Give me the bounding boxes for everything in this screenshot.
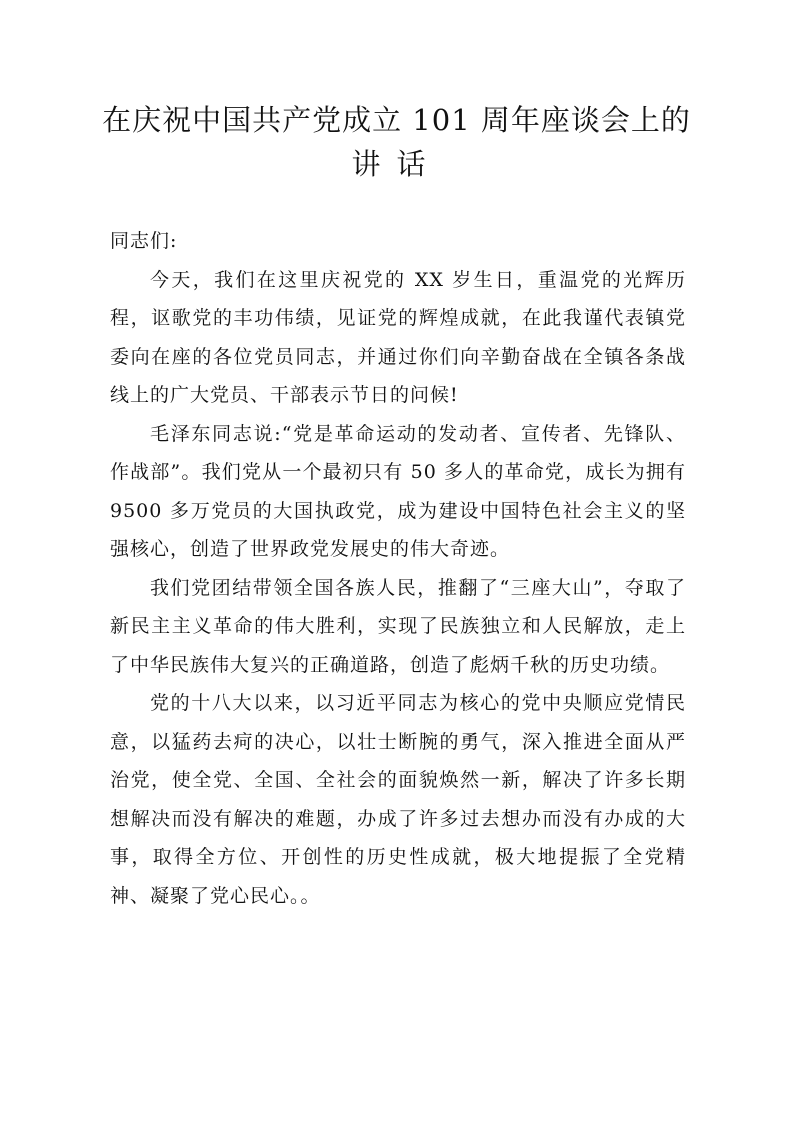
paragraph-4: 党的十八大以来，以习近平同志为核心的党中央顺应党情民意，以猛药去疴的决心，以壮士断腕的勇气，深入推进全面从严治党，使全党、全国、全社会的面貌焕然一新，解决了许多长期想解决而没有解决的难题，办成了许多过去想办而没有办成的大事，取得全方位、开创性的历史性成就，极大地提振了全党精神、凝聚了党心民心。。 (110, 692, 686, 907)
document-title-line-2: 讲话 (351, 147, 442, 181)
paragraph-3: 我们党团结带领全国各族人民，推翻了“三座大山”，夺取了新民主主义革命的伟大胜利，实现了民族独立和人民解放，走上了中华民族伟大复兴的正确道路，创造了彪炳千秋的历史功绩。 (110, 576, 686, 676)
document-title-line-1: 在庆祝中国共产党成立 101 周年座谈会上的 (102, 103, 691, 137)
salutation: 同志们: (110, 230, 178, 252)
paragraph-2: 毛泽东同志说:“党是革命运动的发动者、宣传者、先锋队、作战部”。我们党从一个最初只有 50 多人的革命党，成长为拥有 9500 多万党员的大国执政党，成为建设中国特色社会主义的坚强核心，创造了世界政党发展史的伟大奇迹。 (110, 422, 686, 560)
document-body (110, 222, 686, 915)
paragraph-1: 今天，我们在这里庆祝党的 XX 岁生日，重温党的光辉历程，讴歌党的丰功伟绩，见证党的辉煌成就，在此我谨代表镇党委向在座的各位党员同志，并通过你们向辛勤奋战在全镇各条战线上的广大党员、干部表示节日的问候! (110, 268, 686, 406)
